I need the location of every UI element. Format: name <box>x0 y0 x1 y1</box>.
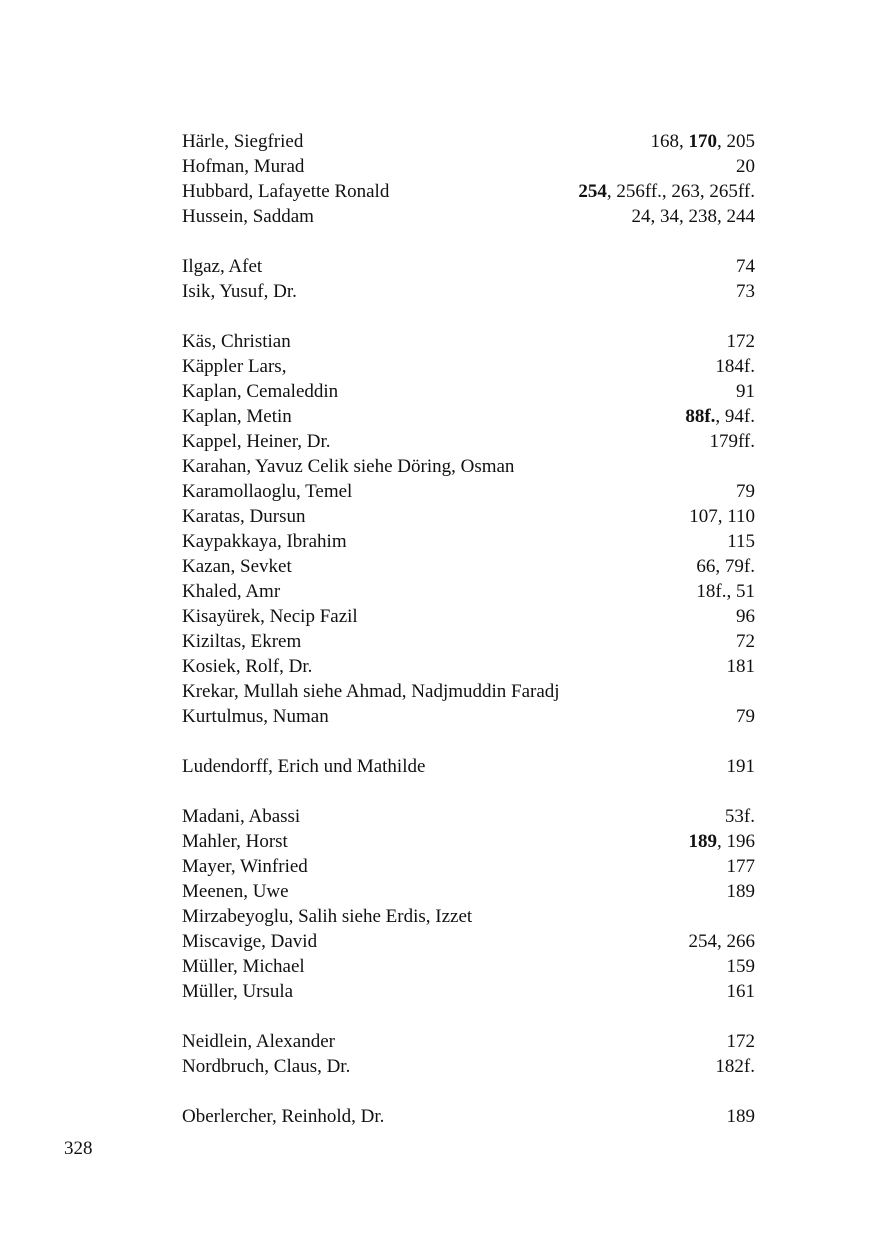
index-entry-name: Kaplan, Cemaleddin <box>182 381 339 402</box>
index-entry-pages <box>736 604 755 629</box>
index-entry <box>182 479 755 504</box>
index-entry <box>182 1029 755 1054</box>
index-entry <box>182 879 755 904</box>
index-entry-pages <box>736 379 755 404</box>
page-reference: 159 <box>726 956 755 977</box>
index-entry-name: Kaplan, Metin <box>182 406 292 427</box>
index-entry <box>182 179 755 204</box>
index-entry-pages <box>689 829 756 854</box>
index-entry <box>182 204 755 229</box>
page-reference: 96 <box>736 606 755 627</box>
index-entry-name: Kaypakkaya, Ibrahim <box>182 531 347 552</box>
index-entry <box>182 704 755 729</box>
index-entry-name: Ilgaz, Afet <box>182 256 263 277</box>
index-entry-name: Kisayürek, Necip Fazil <box>182 606 358 627</box>
index-entry-pages <box>727 979 756 1004</box>
page-reference: 18f., 51 <box>696 581 755 602</box>
index-entry-name: Meenen, Uwe <box>182 881 289 902</box>
index-entry <box>182 329 755 354</box>
page-reference: 177 <box>726 856 755 877</box>
index-entry <box>182 254 755 279</box>
index-entry-name: Müller, Ursula <box>182 981 294 1002</box>
page-reference: 179ff. <box>709 431 755 452</box>
index-entry-pages <box>736 479 755 504</box>
page-reference: 20 <box>736 156 755 177</box>
index-entry <box>182 454 755 479</box>
page-reference: 91 <box>736 381 755 402</box>
index-entry-name: Käppler Lars, <box>182 356 287 377</box>
page-reference: 191 <box>726 756 755 777</box>
index-entry-name: Müller, Michael <box>182 956 305 977</box>
index-entry-pages <box>696 579 755 604</box>
page-reference: 181 <box>726 656 755 677</box>
index-entry <box>182 654 755 679</box>
index-entry <box>182 154 755 179</box>
index-entry-pages <box>685 404 755 429</box>
index-entry <box>182 754 755 779</box>
index-entry-name: Härle, Siegfried <box>182 131 304 152</box>
page-reference: 53f. <box>724 806 755 827</box>
index-entry-pages <box>715 1054 755 1079</box>
page-reference: , 94f. <box>715 406 755 427</box>
page-reference: 66, 79f. <box>696 556 755 577</box>
page-reference: 172 <box>726 331 755 352</box>
index-entry-name: Madani, Abassi <box>182 806 301 827</box>
page-reference: 115 <box>727 531 755 552</box>
index-entry <box>182 1054 755 1079</box>
index-entry-name: Mirzabeyoglu, Salih siehe Erdis, Izzet <box>182 906 473 927</box>
index-entry-name: Kazan, Sevket <box>182 556 292 577</box>
page-reference: 107, 110 <box>689 506 755 527</box>
index-entry <box>182 504 755 529</box>
index-entry-pages <box>709 429 755 454</box>
index-entry-name: Hofman, Murad <box>182 156 305 177</box>
index-entry-pages <box>696 554 755 579</box>
index-entry-name: Mayer, Winfried <box>182 856 308 877</box>
index-entry <box>182 354 755 379</box>
index-entry-pages <box>578 179 755 204</box>
index-entry-name: Kurtulmus, Numan <box>182 706 329 727</box>
page-reference: , 256ff., 263, 265ff. <box>606 181 755 202</box>
index-entry <box>182 679 755 704</box>
page-reference: 74 <box>736 256 755 277</box>
page-reference: 79 <box>736 481 755 502</box>
page-reference: 182f. <box>715 1056 755 1077</box>
index-entry-pages <box>727 1104 756 1129</box>
page-reference: 189 <box>726 1106 755 1127</box>
page-reference: , 196 <box>717 831 755 852</box>
index-entry <box>182 979 755 1004</box>
index-entry <box>182 804 755 829</box>
page-reference-bold: 189 <box>688 831 717 852</box>
index-entry-name: Miscavige, David <box>182 931 318 952</box>
index-entry <box>182 379 755 404</box>
index-entry-pages <box>727 954 756 979</box>
index-entry <box>182 829 755 854</box>
index-entry <box>182 279 755 304</box>
index-entry-name: Karahan, Yavuz Celik siehe Döring, Osman <box>182 456 515 477</box>
page-reference: 184f. <box>715 356 755 377</box>
index-entry-name: Nordbruch, Claus, Dr. <box>182 1056 351 1077</box>
index-entry-name: Neidlein, Alexander <box>182 1031 336 1052</box>
page-reference: , <box>679 131 689 152</box>
index-entry <box>182 529 755 554</box>
page-reference: 72 <box>736 631 755 652</box>
index-entry-pages <box>727 329 756 354</box>
page-reference: 24, 34, 238, 244 <box>631 206 755 227</box>
index-entry-name: Ludendorff, Erich und Mathilde <box>182 756 426 777</box>
index-entry <box>182 629 755 654</box>
index-entry-name: Kiziltas, Ekrem <box>182 631 302 652</box>
index-entry-pages <box>727 654 756 679</box>
index-entry-pages <box>727 854 756 879</box>
index-entry <box>182 129 755 154</box>
index-entry <box>182 404 755 429</box>
index-entry-pages <box>736 154 755 179</box>
page-reference: , 205 <box>717 131 755 152</box>
index-entry <box>182 1104 755 1129</box>
name-index-list <box>182 129 755 1129</box>
index-entry-name: Hussein, Saddam <box>182 206 314 227</box>
index-entry-pages <box>689 504 755 529</box>
index-entry-name: Khaled, Amr <box>182 581 281 602</box>
page-number: 328 <box>64 1138 93 1159</box>
page-reference-bold: 254 <box>578 181 607 202</box>
index-entry-name: Karatas, Dursun <box>182 506 306 527</box>
index-entry-pages <box>632 204 756 229</box>
index-entry-name: Kappel, Heiner, Dr. <box>182 431 331 452</box>
index-entry-pages <box>736 704 755 729</box>
index-entry-name: Mahler, Horst <box>182 831 288 852</box>
index-entry-name: Karamollaoglu, Temel <box>182 481 353 502</box>
page-reference: 161 <box>726 981 755 1002</box>
index-entry-name: Oberlercher, Reinhold, Dr. <box>182 1106 385 1127</box>
index-entry-pages <box>727 529 755 554</box>
index-entry <box>182 429 755 454</box>
index-entry <box>182 554 755 579</box>
index-entry <box>182 854 755 879</box>
index-entry-name: Krekar, Mullah siehe Ahmad, Nadjmuddin Faradj <box>182 681 560 702</box>
page-reference: 254, 266 <box>688 931 755 952</box>
index-entry-pages <box>727 754 756 779</box>
index-entry-pages <box>715 354 755 379</box>
index-entry <box>182 954 755 979</box>
page-reference: 172 <box>726 1031 755 1052</box>
index-entry-pages <box>727 1029 756 1054</box>
page-reference: 168 <box>650 131 679 152</box>
page-reference-bold: 170 <box>688 131 717 152</box>
index-entry <box>182 904 755 929</box>
page-reference: 79 <box>736 706 755 727</box>
index-entry <box>182 604 755 629</box>
index-entry-pages <box>651 129 756 154</box>
index-entry <box>182 929 755 954</box>
index-entry-name: Isik, Yusuf, Dr. <box>182 281 297 302</box>
index-entry-pages <box>689 929 756 954</box>
index-entry-pages <box>727 879 756 904</box>
page-reference-bold: 88f. <box>685 406 716 427</box>
index-entry-name: Kosiek, Rolf, Dr. <box>182 656 313 677</box>
index-entry-pages <box>736 279 755 304</box>
index-entry-name: Hubbard, Lafayette Ronald <box>182 181 390 202</box>
page-reference: 73 <box>736 281 755 302</box>
index-entry-pages <box>725 804 755 829</box>
index-entry-pages <box>736 629 755 654</box>
page-reference: 189 <box>726 881 755 902</box>
index-entry-pages <box>736 254 755 279</box>
index-entry <box>182 579 755 604</box>
index-entry-name: Käs, Christian <box>182 331 291 352</box>
